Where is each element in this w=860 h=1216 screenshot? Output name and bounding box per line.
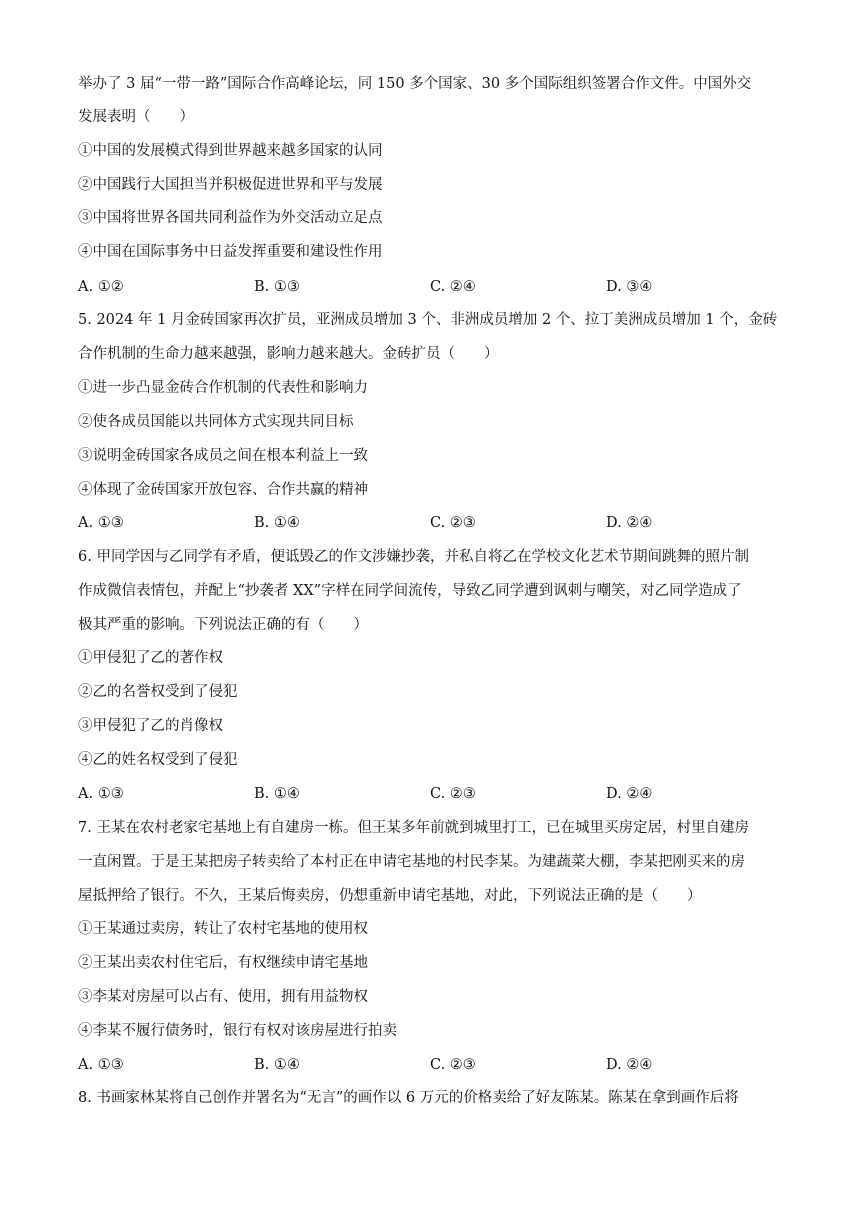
- q6-statement-1: ①甲侵犯了乙的著作权: [78, 650, 223, 666]
- q7-options: [78, 1055, 798, 1075]
- q6-option-b: B. ①④: [254, 786, 300, 802]
- q7-statement-1: ①王某通过卖房，转让了农村宅基地的使用权: [78, 921, 368, 937]
- q7-option-c: C. ②③: [430, 1057, 476, 1073]
- q6-statement-2: ②乙的名誉权受到了侵犯: [78, 684, 238, 700]
- q5-option-c: C. ②③: [430, 515, 476, 531]
- q6-stem-line-1: 6. 甲同学因与乙同学有矛盾，便诋毁乙的作文涉嫌抄袭，并私自将乙在学校文化艺术节期间跳舞的照片制: [78, 549, 749, 565]
- q7-option-a: A. ①③: [78, 1057, 124, 1073]
- q5-statement-3: ③说明金砖国家各成员之间在根本利益上一致: [78, 448, 368, 464]
- q6-option-d: D. ②④: [606, 786, 653, 802]
- q4-options: [78, 277, 798, 297]
- q5-stem-line-2: 合作机制的生命力越来越强，影响力越来越大。金砖扩员（ ）: [78, 346, 499, 362]
- q4-statement-2: ②中国践行大国担当并积极促进世界和平与发展: [78, 177, 383, 193]
- q7-stem-line-3: 屋抵押给了银行。不久，王某后悔卖房，仍想重新申请宅基地，对此，下列说法正确的是（ ）: [78, 888, 702, 904]
- q4-option-c: C. ②④: [430, 279, 476, 295]
- q5-statement-1: ①进一步凸显金砖合作机制的代表性和影响力: [78, 380, 368, 396]
- q6-stem-line-3: 极其严重的影响。下列说法正确的有（ ）: [78, 617, 368, 633]
- q5-options: [78, 513, 798, 533]
- q5-option-d: D. ②④: [606, 515, 653, 531]
- q6-options: [78, 784, 798, 804]
- q4-statement-1: ①中国的发展模式得到世界越来越多国家的认同: [78, 143, 383, 159]
- q4-option-a: A. ①②: [78, 279, 124, 295]
- q5-option-a: A. ①③: [78, 515, 124, 531]
- q7-stem-line-1: 7. 王某在农村老家宅基地上有自建房一栋。但王某多年前就到城里打工，已在城里买房定居，村里自建房: [78, 820, 749, 836]
- q6-option-c: C. ②③: [430, 786, 476, 802]
- q7-stem-line-2: 一直闲置。于是王某把房子转卖给了本村正在申请宅基地的村民李某。为建蔬菜大棚，李某把刚买来的房: [78, 854, 745, 870]
- q7-option-d: D. ②④: [606, 1057, 653, 1073]
- q6-statement-3: ③甲侵犯了乙的肖像权: [78, 718, 223, 734]
- q7-statement-4: ④李某不履行债务时，银行有权对该房屋进行拍卖: [78, 1023, 397, 1039]
- q5-option-b: B. ①④: [254, 515, 300, 531]
- q4-option-d: D. ③④: [606, 279, 653, 295]
- q4-option-b: B. ①③: [254, 279, 300, 295]
- q7-option-b: B. ①④: [254, 1057, 300, 1073]
- q6-stem-line-2: 作成微信表情包，并配上“抄袭者 XX”字样在同学间流传，导致乙同学遭到讽刺与嘲笑，对乙同学造成了: [78, 583, 742, 599]
- q4-stem-line-2: 发展表明（ ）: [78, 109, 194, 125]
- q6-statement-4: ④乙的姓名权受到了侵犯: [78, 752, 238, 768]
- q8-stem-line-1: 8. 书画家林某将自己创作并署名为“无言”的画作以 6 万元的价格卖给了好友陈某。陈某在拿到画作后将: [78, 1090, 739, 1106]
- q4-stem-line-1: 举办了 3 届“一带一路”国际合作高峰论坛，同 150 多个国家、30 多个国际组织签署合作文件。中国外交: [78, 76, 752, 92]
- q5-statement-4: ④体现了金砖国家开放包容、合作共赢的精神: [78, 482, 368, 498]
- q6-option-a: A. ①③: [78, 786, 124, 802]
- q7-statement-3: ③李某对房屋可以占有、使用，拥有用益物权: [78, 989, 368, 1005]
- q5-statement-2: ②使各成员国能以共同体方式实现共同目标: [78, 414, 354, 430]
- q4-statement-3: ③中国将世界各国共同利益作为外交活动立足点: [78, 210, 383, 226]
- q7-statement-2: ②王某出卖农村住宅后，有权继续申请宅基地: [78, 955, 368, 971]
- q4-statement-4: ④中国在国际事务中日益发挥重要和建设性作用: [78, 244, 383, 260]
- q5-stem-line-1: 5. 2024 年 1 月金砖国家再次扩员，亚洲成员增加 3 个、非洲成员增加 2 个、拉丁美洲成员增加 1 个，金砖: [78, 312, 778, 328]
